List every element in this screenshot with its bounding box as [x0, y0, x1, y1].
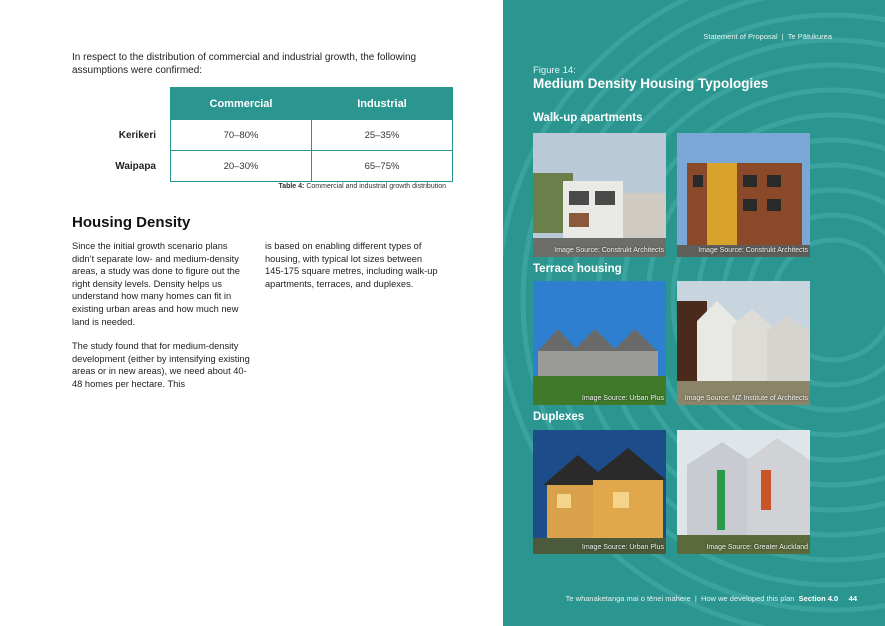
- image-credit: Image Source: Construkt Architects: [698, 247, 808, 254]
- image-credit: Image Source: Urban Plus: [581, 544, 664, 551]
- figure-label: Figure 14:: [533, 65, 576, 76]
- intro-text: In respect to the distribution of commercial and industrial growth, the following assumptions were confirmed:: [72, 52, 417, 76]
- running-footer: Te whanaketanga mai o tēnei mahere | How we developed this plan Section 4.0 44: [565, 594, 857, 603]
- image-credit: Image Source: NZ Institute of Architects: [684, 395, 808, 402]
- table-cell: 25–35%: [312, 120, 453, 151]
- section-heading: Housing Density: [72, 214, 191, 231]
- text-column-1: [72, 240, 252, 403]
- photo-walkup-1: [533, 133, 666, 257]
- row-label: Kerikeri: [118, 129, 156, 141]
- section-title-walkup: Walk-up apartments: [533, 112, 643, 124]
- photo-walkup-2: [677, 133, 810, 257]
- section-title-terrace: Terrace housing: [533, 263, 622, 275]
- text-column-2: [265, 240, 440, 290]
- table-row: [72, 120, 453, 151]
- table-cell: 20–30%: [171, 151, 312, 182]
- image-credit: Image Source: Urban Plus: [581, 395, 664, 402]
- photo-duplex-2: [677, 430, 810, 554]
- col-header-commercial: Commercial: [171, 88, 312, 120]
- table-cell: 65–75%: [312, 151, 453, 182]
- table-caption: Table 4: Commercial and industrial growth distribution: [278, 183, 446, 190]
- table-row: [72, 151, 453, 182]
- paragraph: The study found that for medium-density development (either by intensifying existing areas or in new areas), we need about 40-48 homes per hectare. This: [72, 341, 250, 389]
- section-number: Section 4.0: [798, 594, 839, 603]
- image-credit: Image Source: Construkt Architects: [554, 247, 664, 254]
- paragraph: Since the initial growth scenario plans didn’t separate low- and medium-density areas, a study was done to figure out the right density levels. Density helps us understand how many homes can fit in existing urban areas and how much new land is needed.: [72, 241, 240, 327]
- photo-duplex-1: [533, 430, 666, 554]
- row-label: Waipapa: [115, 160, 156, 172]
- running-header: Statement of Proposal | Te Pātukurea: [703, 32, 832, 41]
- page-number: 44: [848, 594, 857, 603]
- table-cell: 70–80%: [171, 120, 312, 151]
- photo-terrace-1: [533, 281, 666, 405]
- growth-table: [72, 87, 453, 182]
- right-page: [503, 0, 885, 626]
- col-header-industrial: Industrial: [312, 88, 453, 120]
- photo-terrace-2: [677, 281, 810, 405]
- paragraph: is based on enabling different types of housing, with typical lot sizes between 145-175 square metres, including walk-up apartments, terraces, and duplexes.: [265, 241, 438, 289]
- section-title-duplexes: Duplexes: [533, 411, 585, 423]
- figure-title: Medium Density Housing Typologies: [533, 76, 769, 91]
- image-credit: Image Source: Greater Auckland: [706, 544, 808, 551]
